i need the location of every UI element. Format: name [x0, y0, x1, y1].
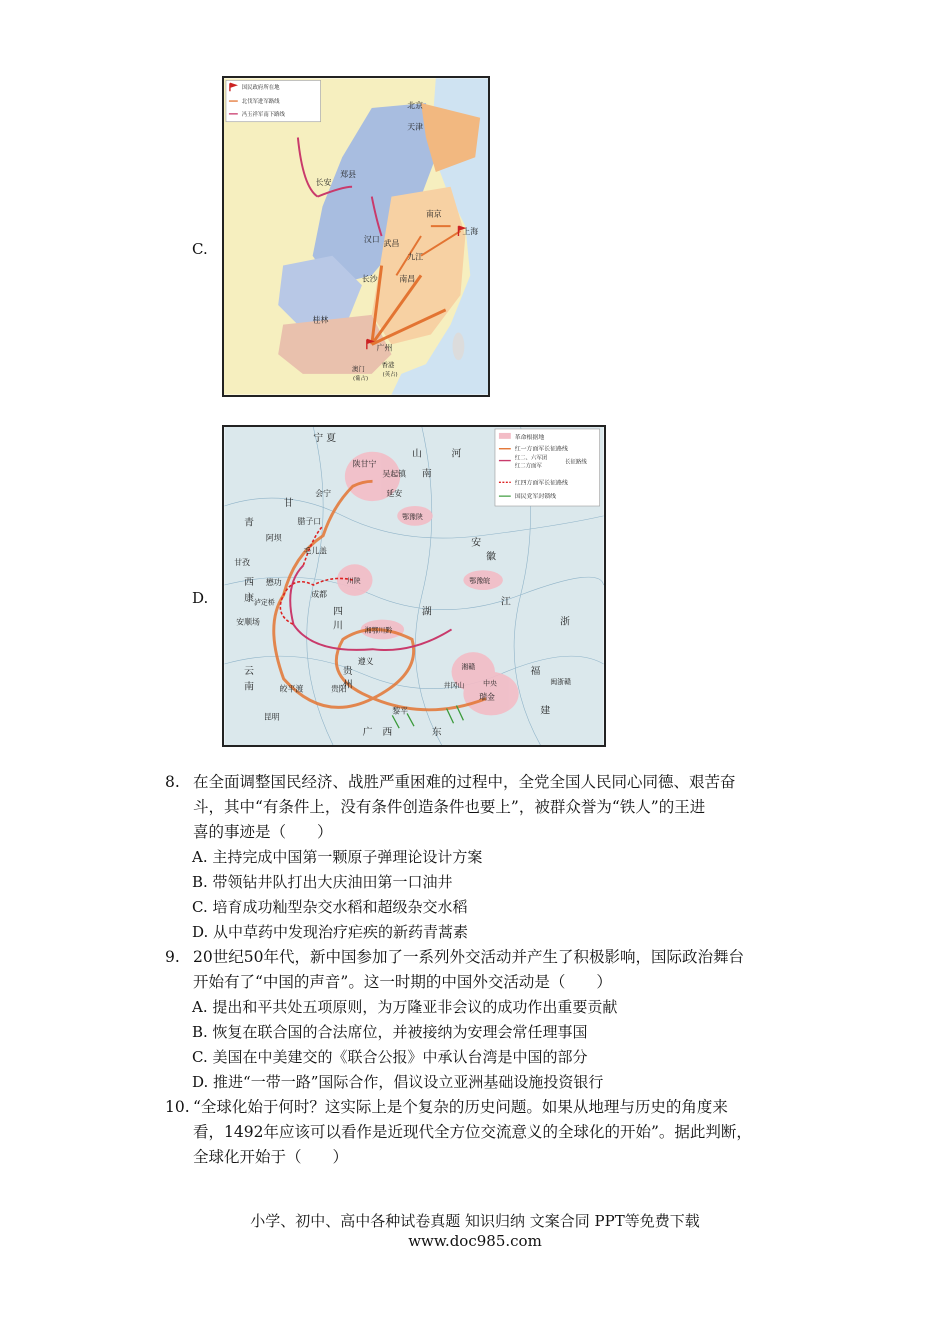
svg-text:国民政府所在地: 国民政府所在地 — [241, 85, 280, 92]
svg-text:广: 广 — [362, 727, 373, 739]
question-stem: 在全面调整国民经济、战胜严重困难的过程中，全党全国人民同心同德、艰苦奋 斗，其中“有条件上，没有条件创造条件也要上”，被群众誉为“铁人”的王进 喜的事迹是（ ） — [193, 773, 736, 841]
svg-text:四: 四 — [333, 606, 343, 618]
question-number: 8. — [165, 773, 180, 791]
svg-text:南: 南 — [421, 468, 432, 480]
svg-text:湘赣: 湘赣 — [461, 662, 476, 671]
choice-a[interactable]: A. 主持完成中国第一颗原子弹理论设计方案 — [192, 848, 483, 866]
svg-text:徽: 徽 — [486, 551, 496, 563]
svg-text:川陕: 川陕 — [346, 577, 361, 586]
svg-text:湖: 湖 — [421, 606, 432, 618]
svg-text:安: 安 — [471, 537, 482, 549]
svg-text:州: 州 — [342, 679, 353, 691]
svg-text:冯玉祥军南下路线: 冯玉祥军南下路线 — [241, 111, 285, 118]
choice-b[interactable]: B. 带领钻井队打出大庆油田第一口油井 — [192, 873, 453, 891]
svg-text:福: 福 — [530, 665, 541, 677]
svg-text:毛儿盖: 毛儿盖 — [303, 546, 328, 556]
svg-text:江: 江 — [500, 596, 511, 608]
svg-text:贵阳: 贵阳 — [331, 684, 347, 694]
question-number: 9. — [165, 948, 180, 966]
choice-a[interactable]: A. 提出和平共处五项原则，为万隆亚非会议的成功作出重要贡献 — [192, 998, 618, 1016]
svg-text:香港: 香港 — [381, 361, 395, 370]
svg-text:红一方面军长征路线: 红一方面军长征路线 — [514, 446, 568, 453]
svg-text:革命根据地: 革命根据地 — [514, 434, 545, 441]
question-stem: “全球化始于何时？这实际上是个复杂的历史问题。如果从地理与历史的角度来 看，1492年应该可以看作是近现代全方位交流意义的全球化的开始”。据此判断， 全球化开始于（ ） — [193, 1098, 752, 1166]
svg-text:贵: 贵 — [342, 665, 353, 677]
svg-text:南: 南 — [244, 681, 254, 693]
svg-text:宁 夏: 宁 夏 — [313, 432, 337, 444]
svg-text:闽浙赣: 闽浙赣 — [550, 677, 572, 686]
long-march-map — [222, 425, 606, 747]
svg-text:康: 康 — [244, 592, 254, 604]
option-c-letter: C. — [192, 240, 208, 258]
svg-text:成都: 成都 — [311, 589, 328, 599]
svg-text:鄂豫皖: 鄂豫皖 — [469, 577, 491, 586]
svg-text:井冈山: 井冈山 — [443, 681, 465, 690]
svg-text:澳门: 澳门 — [352, 364, 365, 373]
svg-text:瑞金: 瑞金 — [479, 692, 495, 702]
svg-text:北伐军进军路线: 北伐军进军路线 — [241, 99, 280, 106]
choice-c[interactable]: C. 美国在中美建交的《联合公报》中承认台湾是中国的部分 — [192, 1048, 588, 1066]
svg-text:国民党军封锁线: 国民党军封锁线 — [514, 494, 557, 501]
svg-text:汉口: 汉口 — [363, 234, 380, 244]
svg-text:云: 云 — [244, 665, 254, 677]
svg-text:上海: 上海 — [462, 227, 479, 237]
svg-text:会宁: 会宁 — [315, 489, 332, 499]
svg-text:西: 西 — [244, 577, 254, 589]
footer-line-1: 小学、初中、高中各种试卷真题 知识归纳 文案合同 PPT等免费下载 — [250, 1212, 700, 1230]
northern-expedition-map — [222, 76, 490, 397]
svg-text:甘: 甘 — [283, 498, 294, 510]
svg-text:建: 建 — [540, 705, 551, 717]
svg-text:桂林: 桂林 — [312, 315, 329, 325]
svg-text:西: 西 — [382, 727, 393, 739]
svg-text:安顺场: 安顺场 — [236, 617, 260, 627]
svg-text:泸定桥: 泸定桥 — [254, 598, 275, 607]
question-number: 10. — [165, 1098, 190, 1116]
svg-text:南京: 南京 — [425, 209, 442, 219]
svg-text:河: 河 — [451, 448, 462, 460]
svg-text:南昌: 南昌 — [399, 274, 416, 284]
option-d-letter: D. — [192, 589, 209, 607]
svg-text:黎平: 黎平 — [392, 706, 409, 716]
svg-text:(葡占): (葡占) — [353, 375, 369, 382]
svg-text:鄂豫陕: 鄂豫陕 — [402, 512, 423, 521]
long-march-map-svg — [224, 427, 604, 745]
svg-text:武昌: 武昌 — [383, 238, 400, 248]
choice-d[interactable]: D. 从中草药中发现治疗疟疾的新药青蒿素 — [192, 923, 469, 941]
svg-text:川: 川 — [333, 620, 343, 632]
svg-text:吴起镇: 吴起镇 — [382, 469, 407, 479]
svg-text:东: 东 — [431, 727, 442, 739]
northern-expedition-map-svg — [224, 78, 488, 395]
svg-text:腊子口: 腊子口 — [297, 516, 322, 526]
svg-text:懋功: 懋功 — [265, 578, 282, 588]
question-stem: 20世纪50年代，新中国参加了一系列外交活动并产生了积极影响，国际政治舞台 开始有了“中国的声音”。这一时期的中国外交活动是（ ） — [193, 948, 744, 991]
svg-text:昆明: 昆明 — [263, 712, 280, 722]
svg-text:阿坝: 阿坝 — [265, 533, 282, 543]
svg-text:浙: 浙 — [560, 616, 571, 628]
svg-text:红二、六军团: 红二、六军团 — [514, 455, 548, 462]
choice-d[interactable]: D. 推进“一带一路”国际合作，倡议设立亚洲基础设施投资银行 — [192, 1073, 604, 1091]
svg-text:红二方面军: 红二方面军 — [514, 463, 542, 470]
svg-text:皎平渡: 皎平渡 — [279, 684, 304, 694]
svg-text:湘鄂川黔: 湘鄂川黔 — [364, 626, 393, 635]
svg-text:(英占): (英占) — [382, 371, 398, 378]
svg-text:广州: 广州 — [376, 343, 393, 353]
svg-text:遵义: 遵义 — [357, 657, 374, 667]
footer-url[interactable]: www.doc985.com — [408, 1232, 542, 1250]
svg-text:甘孜: 甘孜 — [234, 558, 251, 568]
svg-text:郑县: 郑县 — [340, 169, 356, 179]
svg-text:红四方面军长征路线: 红四方面军长征路线 — [514, 480, 568, 487]
svg-text:延安: 延安 — [386, 489, 403, 499]
svg-text:山: 山 — [412, 448, 422, 460]
svg-text:长安: 长安 — [315, 177, 332, 187]
choice-b[interactable]: B. 恢复在联合国的合法席位，并被接纳为安理会常任理事国 — [192, 1023, 588, 1041]
svg-text:天津: 天津 — [407, 122, 423, 132]
svg-text:陕甘宁: 陕甘宁 — [352, 459, 377, 469]
svg-text:长征路线: 长征路线 — [565, 459, 587, 466]
svg-text:北京: 北京 — [407, 100, 423, 110]
svg-text:九江: 九江 — [407, 252, 423, 262]
svg-text:长沙: 长沙 — [361, 274, 378, 284]
svg-text:青: 青 — [244, 517, 254, 529]
choice-c[interactable]: C. 培育成功籼型杂交水稻和超级杂交水稻 — [192, 898, 468, 916]
svg-text:中央: 中央 — [483, 679, 497, 688]
